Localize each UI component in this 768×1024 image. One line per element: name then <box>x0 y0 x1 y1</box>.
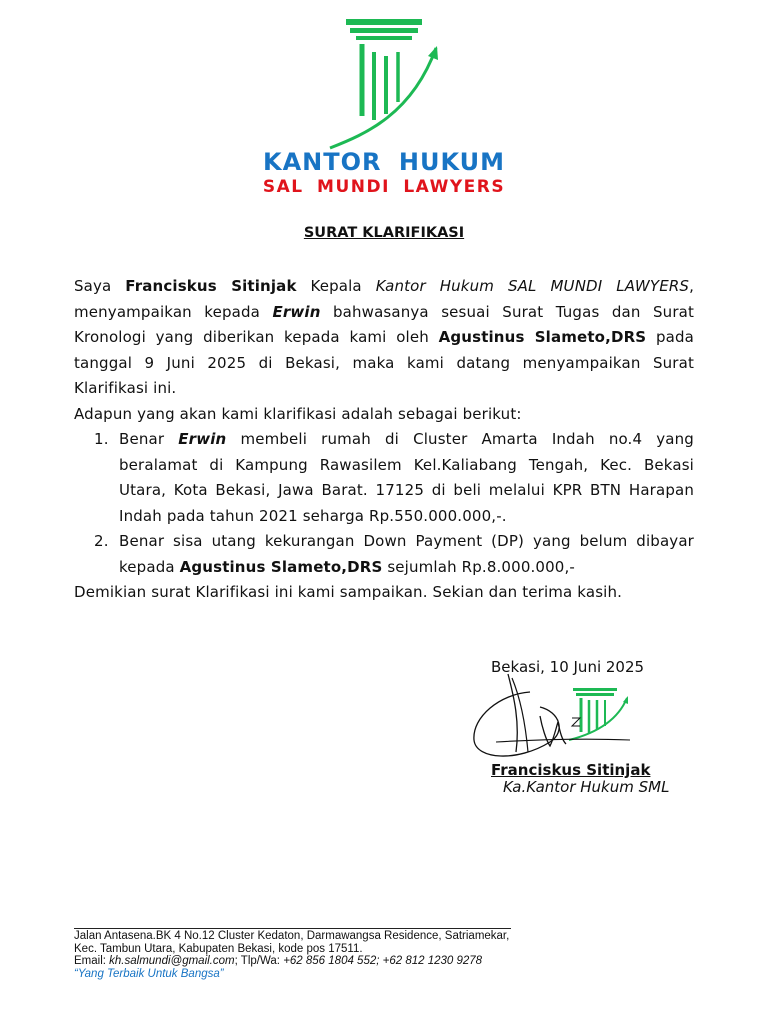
item-number: 2. <box>94 532 109 550</box>
brand-subtitle: SAL MUNDI LAWYERS <box>262 177 506 197</box>
footer-tagline: “Yang Terbaik Untuk Bangsa” <box>74 967 224 980</box>
clarification-list <box>94 427 694 580</box>
item-bold: Erwin <box>178 430 227 448</box>
signer-name-signature: Franciskus Sitinjak <box>491 761 651 779</box>
pillar-logo-icon <box>326 16 442 156</box>
item-bold: Agustinus Slameto,DRS <box>179 557 383 576</box>
text: sejumlah Rp.8.000.000,- <box>382 557 575 576</box>
document-title: SURAT KLARIFIKASI <box>303 225 465 241</box>
footer-divider <box>74 928 511 929</box>
signer-role: Ka.Kantor Hukum SML <box>503 778 670 796</box>
phone-label: ; Tlp/Wa: <box>234 955 284 967</box>
text: bahwasanya sesuai Surat Tugas dan Surat Kronologi yang diberikan kepada kami oleh <box>74 302 695 346</box>
letterhead <box>0 147 768 197</box>
intro-line: Adapun yang akan kami klarifikasi adalah sebagai berikut: <box>74 405 522 423</box>
footer-address-line: Kec. Tambun Utara, Kabupaten Bekasi, kode pos 17511. <box>74 942 363 955</box>
item-number: 1. <box>94 430 109 448</box>
email-label: Email: <box>74 955 110 967</box>
text: membeli rumah di Cluster Amarta Indah no.4 yang beralamat di Kampung Rawasilem Kel.Kaliabang Tengah, Kec. Bekasi Utara, Kota Bekasi, Jawa Barat. 17125 di beli melalui KPR BTN Harapan Indah pada tahun 2021 seharga Rp.550.000.000,-. <box>119 430 694 525</box>
opening-paragraph <box>74 274 694 402</box>
footer-contact <box>74 955 674 968</box>
place-date: Bekasi, 10 Juni 2025 <box>491 658 645 676</box>
email-value: kh.salmundi@gmail.com <box>109 955 235 967</box>
brand-name: KANTOR HUKUM <box>263 148 505 176</box>
list-item <box>94 529 694 580</box>
text: Benar sisa utang kekurangan Down Payment (DP) yang belum dibayar kepada <box>119 532 694 576</box>
client-name: Agustinus Slameto,DRS <box>438 328 647 346</box>
text: , menyampaikan kepada <box>74 277 694 321</box>
text: Saya <box>74 277 126 295</box>
recipient-name: Erwin <box>272 302 321 321</box>
text: Benar <box>119 430 179 448</box>
signer-name: Franciskus Sitinjak <box>125 277 297 295</box>
handwritten-signature-icon <box>470 672 635 772</box>
footer-address-line: Jalan Antasena.BK 4 No.12 Cluster Kedaton, Darmawangsa Residence, Satriamekar, <box>74 930 510 942</box>
text: pada tanggal 9 Juni 2025 di Bekasi, maka kami datang menyampaikan Surat Klarifikasi ini. <box>74 328 694 397</box>
text: Kepala <box>296 277 376 295</box>
closing-line: Demikian surat Klarifikasi ini kami sampaikan. Sekian dan terima kasih. <box>74 583 623 601</box>
phone-value: +62 856 1804 552; +62 812 1230 9278 <box>283 955 483 967</box>
office-name: Kantor Hukum SAL MUNDI LAWYERS <box>375 277 690 295</box>
footer <box>74 930 674 980</box>
list-item <box>94 427 694 529</box>
